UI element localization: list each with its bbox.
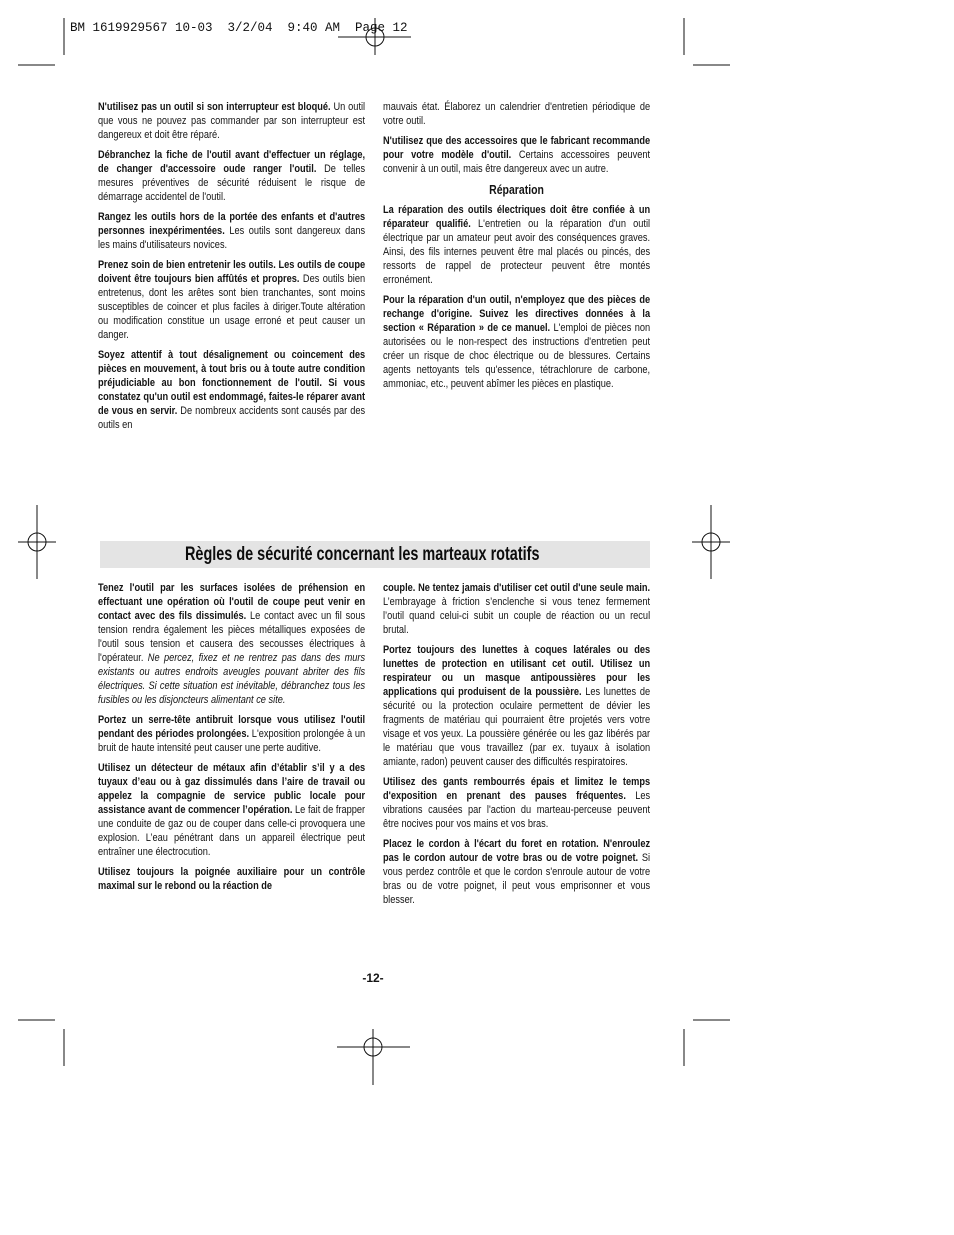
rule-paragraph <box>98 258 365 342</box>
rule-body: Certains accessoires peuvent convenir à un outil, mais être dangereux avec un autre. <box>383 149 651 175</box>
rule-lead: Débranchez la fiche de l'outil avant d'effectuer un réglage, de changer d'accessoire oude ranger l'outil. <box>98 149 366 175</box>
rule-lead: Portez un serre-tête antibruit lorsque vous utilisez l'outil pendant des périodes prolongées. <box>98 714 366 740</box>
rule-paragraph <box>383 837 650 907</box>
crop-mark-top-left <box>18 18 64 65</box>
rule-lead: Soyez attentif à tout désalignement ou coincement des pièces en mouvement, à tout bris ou à toute autre condition préjudiciable au bon fonctionnement de l'outil. Si vous constatez qu'un outil est endommagé, faites-le réparer avant de vous en servir. <box>98 349 366 417</box>
section-title: Règles de sécurité concernant les marteaux rotatifs <box>185 543 540 565</box>
rule-lead: couple. Ne tentez jamais d'utiliser cet outil d'une seule main. <box>383 582 651 594</box>
rule-paragraph <box>383 100 650 128</box>
rule-paragraph <box>98 100 365 142</box>
rule-paragraph <box>98 713 365 755</box>
rotary-hammer-right-column <box>383 581 650 913</box>
rule-lead: Placez le cordon à l'écart du foret en rotation. N'enroulez pas le cordon autour de votre bras ou de votre poignet. <box>383 838 651 864</box>
rule-body: mauvais état. Élaborez un calendrier d'entretien périodique de votre outil. <box>383 101 651 127</box>
rule-lead: N'utilisez que des accessoires que le fabricant recommande pour votre modèle d'outil. <box>383 135 651 161</box>
rule-body: Les vibrations causées par l'action du marteau-perceuse peuvent être nocives pour vos mains et vos bras. <box>383 790 651 830</box>
rule-lead: Pour la réparation d'un outil, n'employez que des pièces de rechange d'origine. Suivez les directives données à la section « Réparation » de ce manuel. <box>383 294 651 334</box>
rule-paragraph <box>383 775 650 831</box>
rule-paragraph <box>98 581 365 707</box>
page-number: -12- <box>362 971 384 985</box>
rule-paragraph <box>98 761 365 859</box>
rule-paragraph <box>383 581 650 637</box>
crop-mark-bottom-left <box>18 1020 64 1066</box>
general-rules-right-column <box>383 100 650 397</box>
rule-body: L’embrayage à friction s’enclenche si vous tenez fermement l’outil quand celui-ci subit un couple de réaction ou un recul brutal. <box>383 596 651 636</box>
rule-body: Les outils sont dangereux dans les mains d'utilisateurs novices. <box>98 225 366 251</box>
rule-paragraph <box>383 134 650 176</box>
rule-lead: Portez toujours des lunettes à coques latérales ou des lunettes de protection en utilisant cet outil. Utilisez un respirateur ou un masque antipoussières pour les applications qui produisent de la poussière. <box>383 644 651 698</box>
rule-body: Des outils bien entretenus, dont les arêtes sont bien tranchantes, sont moins susceptibles de coincer et plus faciles à diriger.Toute altération ou modification constitue un usage erroné et peut causer un danger. <box>98 273 366 341</box>
rule-body: L'exposition prolongée à un bruit de haute intensité peut causer une perte auditive. <box>98 728 366 754</box>
rule-body: L'entretien ou la réparation d'un outil électrique par un amateur peut avoir des conséquences graves. Ainsi, des fils internes peuvent être mal placés ou pincés, des ressorts de rappel de protecteur peuvent être montés erronément. <box>383 218 651 286</box>
repair-heading: Réparation <box>489 183 544 197</box>
rule-body: De telles mesures préventives de sécurité réduisent le risque de démarrage accidentel de l'outil. <box>98 163 366 203</box>
rule-lead: Utilisez des gants rembourrés épais et limitez le temps d'exposition en prenant des pauses fréquentes. <box>383 776 651 802</box>
rule-lead: Utilisez un détecteur de métaux afin d’établir s’il y a des tuyaux d’eau ou à gaz dissimulés dans l’aire de travail ou appelez la compagnie de service public locale pour assistance avant de commencer l’opération. <box>98 762 366 816</box>
rule-paragraph <box>98 210 365 252</box>
repair-paragraph <box>383 293 650 391</box>
print-slug: BM 1619929567 10-03 3/2/04 9:40 AM Page 12 <box>70 21 408 35</box>
rule-lead: Prenez soin de bien entretenir les outils. Les outils de coupe doivent être toujours bien affûtés et propres. <box>98 259 366 285</box>
rule-warning-italic: Ne percez, fixez et ne rentrez pas dans des murs existants ou autres endroits aveugles pouvant abriter des fils électriques. Si cette situation est inévitable, débranchez tous les fusibles ou les disjoncteurs alimentant ce site. <box>98 652 366 706</box>
rule-paragraph <box>98 148 365 204</box>
section-title-bar <box>100 541 650 568</box>
rule-lead: N'utilisez pas un outil si son interrupteur est bloqué. <box>98 101 331 113</box>
rule-paragraph <box>98 348 365 432</box>
general-rules-left-column <box>98 100 365 438</box>
crop-mark-bottom-right <box>684 1020 730 1066</box>
registration-mark-left <box>18 505 56 579</box>
registration-mark-bottom <box>337 1029 410 1085</box>
rule-paragraph <box>98 865 365 893</box>
rule-lead: Tenez l'outil par les surfaces isolées de préhension en effectuant une opération où l'outil de coupe peut venir en contact avec des fils dissimulés. <box>98 582 366 622</box>
rotary-hammer-left-column <box>98 581 365 899</box>
crop-mark-top-right <box>684 18 730 65</box>
repair-paragraph <box>383 203 650 287</box>
rule-lead: La réparation des outils électriques doit être confiée à un réparateur qualifié. <box>383 204 651 230</box>
rule-body: L'emploi de pièces non autorisées ou le non-respect des instructions d'entretien peut créer un risque de choc électrique ou de blessures. Certains agents nettoyants tels qu'essence, tétrachlorure de carbone, ammoniac, etc., peuvent abîmer les pièces en plastique. <box>383 322 651 390</box>
rule-paragraph <box>383 643 650 769</box>
rule-body: Le contact avec un fil sous tension rendra également les pièces métalliques exposées de l'outil sous tension et causera des secousses électriques à l'opérateur. <box>98 610 366 664</box>
rule-body: Les lunettes de sécurité ou la protection oculaire permettent de dévier les fragments de matériau qui pourraient être projetés vers votre visage et vos yeux. La poussière générée ou les gaz libérés par le matériau que vous travaillez (par ex. tuyaux à isolation amiante, radon) peuvent causer des difficultés respiratoires. <box>383 686 651 768</box>
rule-body: De nombreux accidents sont causés par des outils en <box>98 405 366 431</box>
registration-mark-right <box>692 505 730 579</box>
rule-body: Un outil que vous ne pouvez pas commander par son interrupteur est dangereux et doit être réparé. <box>98 101 366 141</box>
rule-lead: Utilisez toujours la poignée auxiliaire pour un contrôle maximal sur le rebond ou la réaction de <box>98 866 366 892</box>
rule-lead: Rangez les outils hors de la portée des enfants et d'autres personnes inexpérimentées. <box>98 211 366 237</box>
rule-body: Si vous perdez contrôle et que le cordon s'enroule autour de votre bras ou de votre poignet, il peut vous emprisonner et vous blesser. <box>383 852 651 906</box>
rule-body: Le fait de frapper une conduite de gaz ou de couper dans celle-ci provoquera une explosion. L’eau pénétrant dans un appareil électrique peut entraîner une électrocution. <box>98 804 366 858</box>
